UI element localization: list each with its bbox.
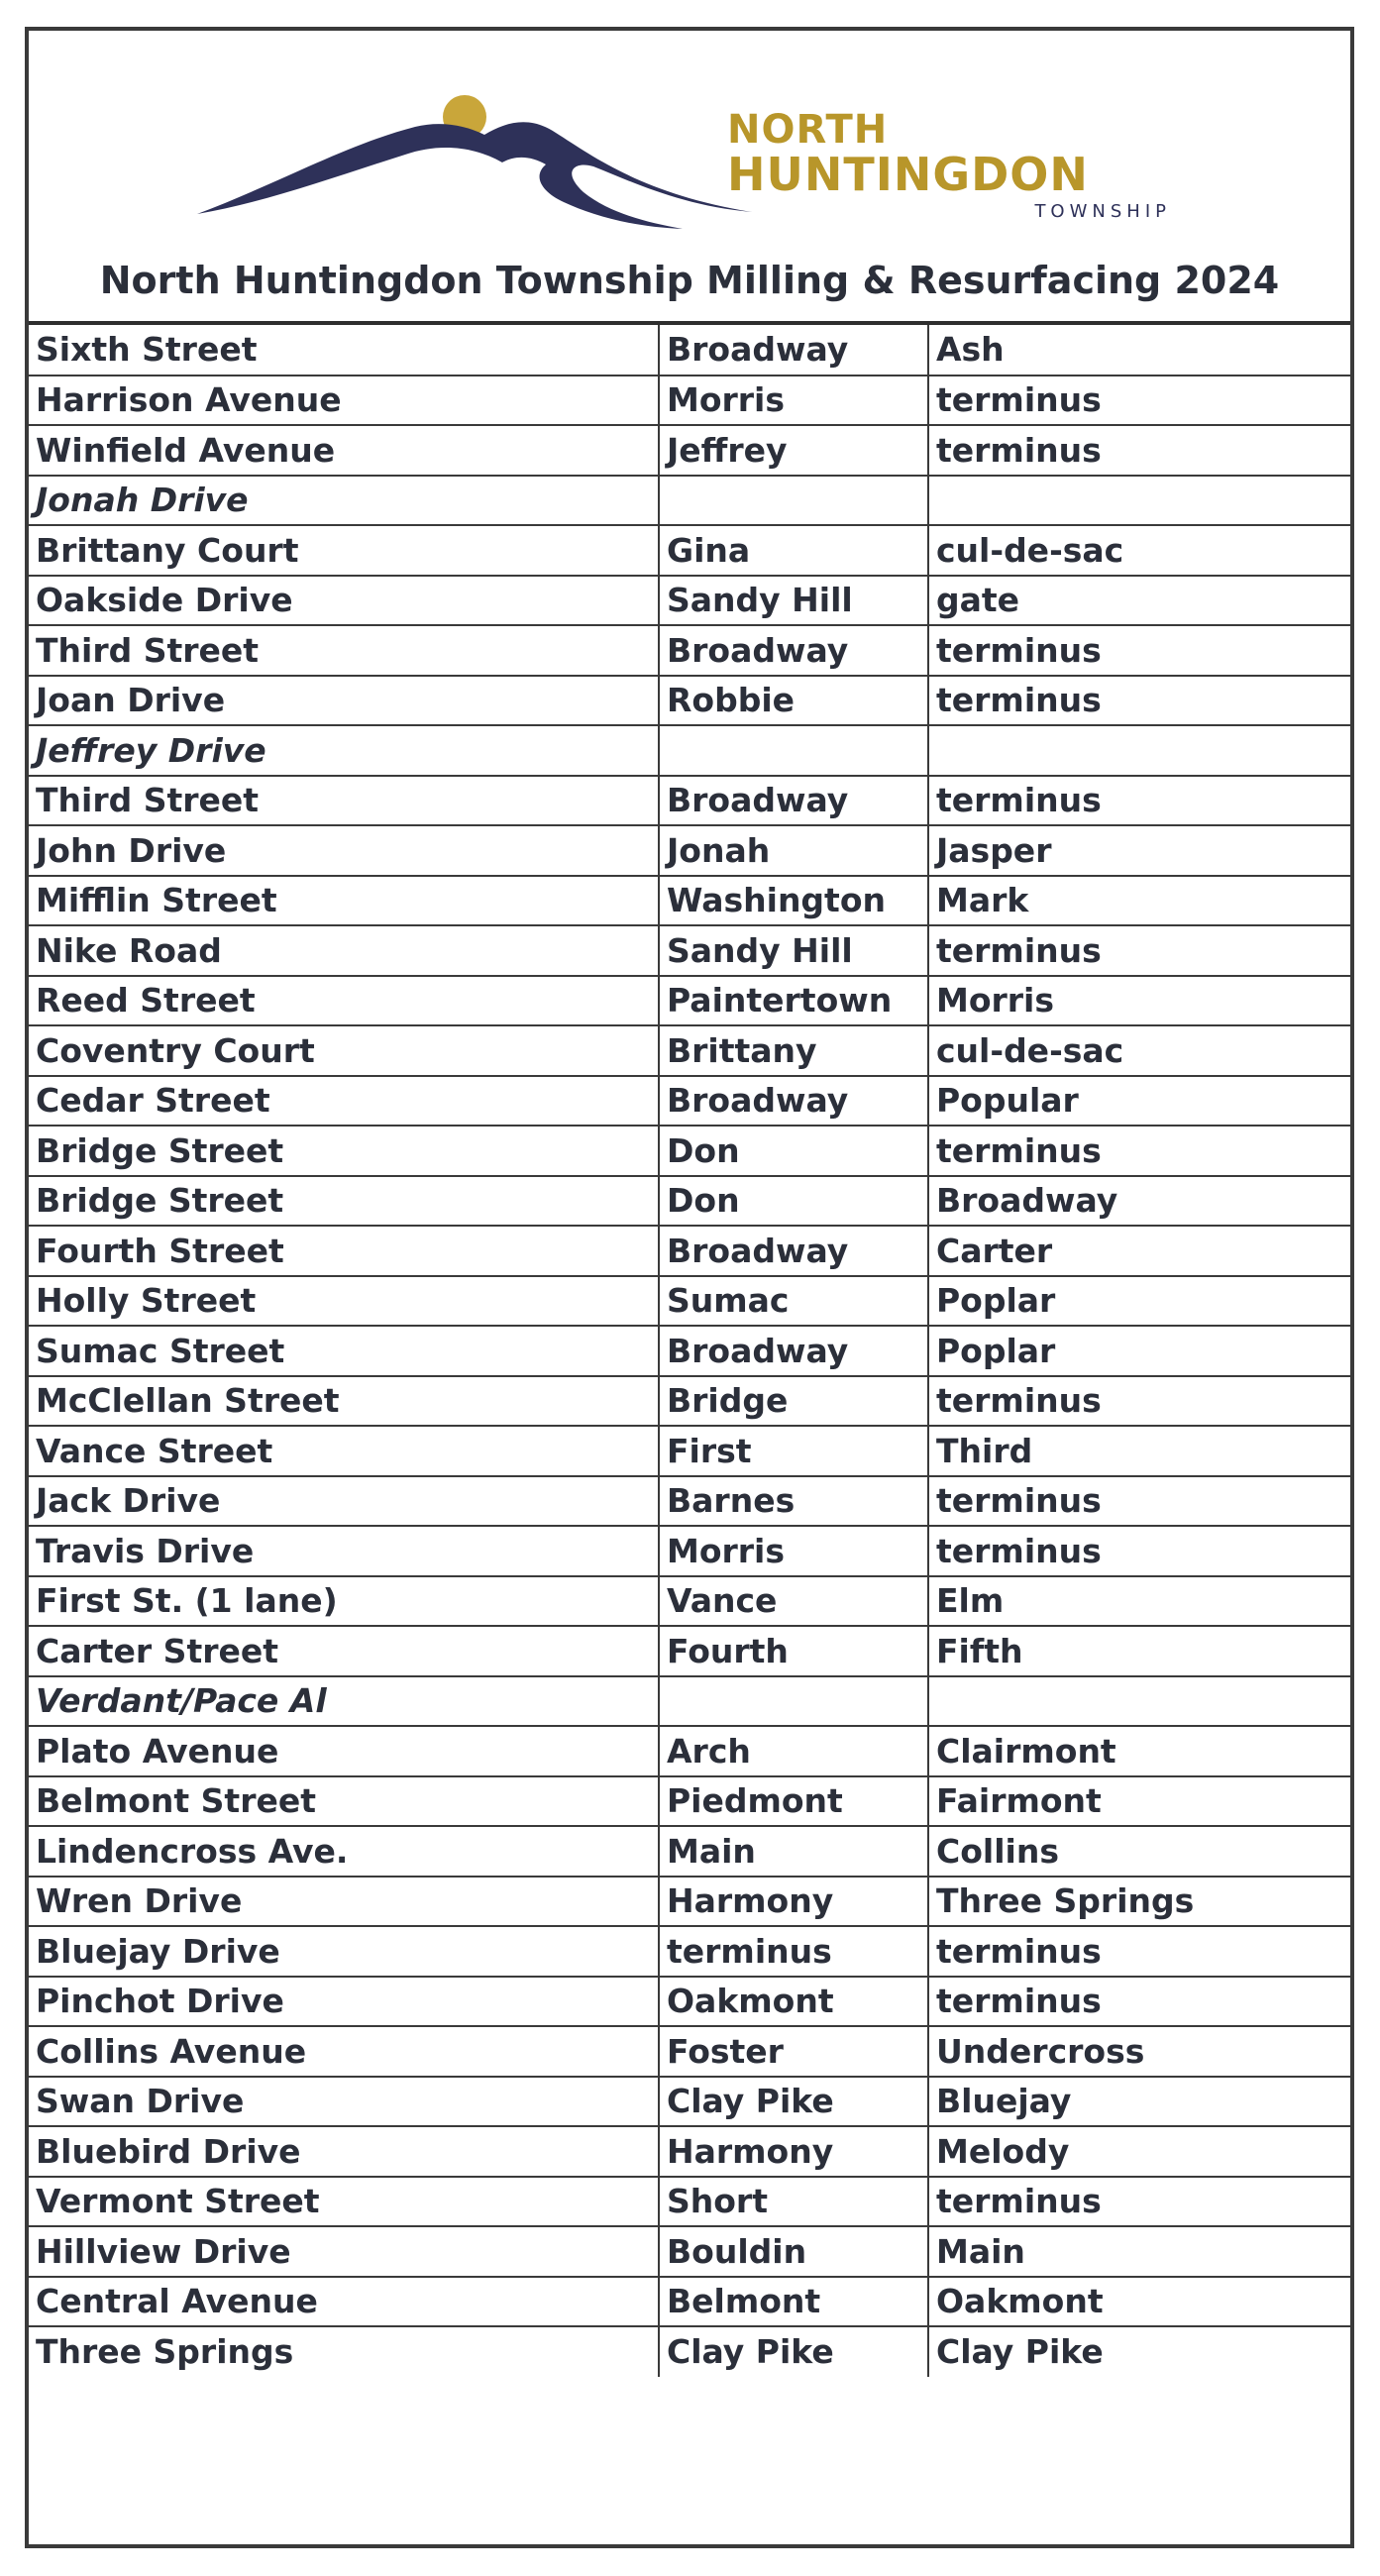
to-street-cell: Collins — [928, 1826, 1350, 1877]
table-row — [29, 1526, 1350, 1576]
from-street-cell: Morris — [659, 376, 928, 426]
street-name-cell: Swan Drive — [29, 2077, 659, 2127]
table-row — [29, 1076, 1350, 1127]
street-name-cell: Sixth Street — [29, 325, 659, 376]
street-name-cell: Jeffrey Drive — [29, 725, 659, 776]
street-name-cell: Nike Road — [29, 925, 659, 976]
from-street-cell: Sandy Hill — [659, 576, 928, 626]
street-name-cell: Winfield Avenue — [29, 425, 659, 476]
to-street-cell: terminus — [928, 925, 1350, 976]
from-street-cell: Sandy Hill — [659, 925, 928, 976]
table-row — [29, 1276, 1350, 1327]
table-row — [29, 1576, 1350, 1627]
from-street-cell: Don — [659, 1176, 928, 1227]
from-street-cell: Foster — [659, 2026, 928, 2077]
logo-word-township: TOWNSHIP — [1034, 201, 1171, 222]
table-row — [29, 1226, 1350, 1276]
table-row — [29, 1126, 1350, 1176]
to-street-cell: Oakmont — [928, 2277, 1350, 2327]
to-street-cell: Fairmont — [928, 1776, 1350, 1827]
from-street-cell: Brittany — [659, 1025, 928, 1076]
table-row — [29, 1926, 1350, 1977]
table-row — [29, 1977, 1350, 2027]
from-street-cell: Gina — [659, 525, 928, 576]
to-street-cell: Melody — [928, 2126, 1350, 2177]
to-street-cell: Ash — [928, 325, 1350, 376]
street-name-cell: Cedar Street — [29, 1076, 659, 1127]
street-name-cell: Travis Drive — [29, 1526, 659, 1576]
table-row — [29, 1626, 1350, 1676]
from-street-cell: Barnes — [659, 1476, 928, 1527]
from-street-cell — [659, 1676, 928, 1727]
to-street-cell — [928, 1676, 1350, 1727]
from-street-cell: Piedmont — [659, 1776, 928, 1827]
from-street-cell: Broadway — [659, 1326, 928, 1376]
township-logo-wordmark — [727, 107, 1183, 222]
to-street-cell: terminus — [928, 1376, 1350, 1427]
from-street-cell: Main — [659, 1826, 928, 1877]
table-row — [29, 2126, 1350, 2177]
street-name-cell: John Drive — [29, 825, 659, 876]
table-row — [29, 1426, 1350, 1476]
table-row — [29, 1476, 1350, 1527]
street-name-cell: Coventry Court — [29, 1025, 659, 1076]
from-street-cell: Harmony — [659, 2126, 928, 2177]
to-street-cell: Main — [928, 2226, 1350, 2277]
to-street-cell: Clay Pike — [936, 2332, 1104, 2372]
to-street-cell: Undercross — [928, 2026, 1350, 2077]
street-name-cell: Collins Avenue — [29, 2026, 659, 2077]
street-name-cell: Joan Drive — [29, 676, 659, 726]
to-street-cell: gate — [928, 576, 1350, 626]
to-street-cell: Carter — [928, 1226, 1350, 1276]
street-name-cell: Lindencross Ave. — [29, 1826, 659, 1877]
table-row — [29, 2077, 1350, 2127]
from-street-cell: Bridge — [659, 1376, 928, 1427]
table-row — [29, 1676, 1350, 1727]
street-name-cell: Pinchot Drive — [29, 1977, 659, 2027]
street-name-cell: Three Springs — [29, 2326, 659, 2377]
table-row — [29, 876, 1350, 926]
from-street-cell: Short — [659, 2177, 928, 2227]
table-row — [29, 376, 1350, 426]
from-street-cell: First — [659, 1426, 928, 1476]
table-row — [29, 2277, 1350, 2327]
table-row — [29, 525, 1350, 576]
logo-word-huntingdon: HUNTINGDON — [727, 148, 1089, 201]
to-street-cell: Fifth — [928, 1626, 1350, 1676]
to-street-cell: terminus — [928, 2177, 1350, 2227]
from-street-cell: Broadway — [659, 1226, 928, 1276]
street-name-cell: First St. (1 lane) — [29, 1576, 659, 1627]
table-row — [29, 625, 1350, 676]
table-row — [29, 676, 1350, 726]
from-street-cell: Belmont — [659, 2277, 928, 2327]
to-street-cell — [928, 725, 1350, 776]
table-row — [29, 1176, 1350, 1227]
street-name-cell: Reed Street — [29, 976, 659, 1026]
logo-mountain-shape — [197, 122, 752, 229]
table-row — [29, 1376, 1350, 1427]
to-street-cell: Bluejay — [928, 2077, 1350, 2127]
street-name-cell: Sumac Street — [29, 1326, 659, 1376]
from-street-cell: Robbie — [659, 676, 928, 726]
logo-word-north: NORTH — [727, 107, 889, 153]
street-name-cell: Vance Street — [29, 1426, 659, 1476]
street-name-cell: Third Street — [29, 776, 659, 826]
to-street-cell: terminus — [928, 376, 1350, 426]
street-name-cell: Holly Street — [29, 1276, 659, 1327]
table-row — [29, 1025, 1350, 1076]
street-name-cell: Wren Drive — [29, 1877, 659, 1927]
street-name-cell: Carter Street — [29, 1626, 659, 1676]
from-street-cell: Washington — [659, 876, 928, 926]
from-street-cell: Vance — [659, 1576, 928, 1627]
from-street-cell: Arch — [659, 1726, 928, 1776]
table-row — [29, 1877, 1350, 1927]
table-row — [29, 925, 1350, 976]
to-street-cell: Mark — [928, 876, 1350, 926]
to-street-cell: Elm — [928, 1576, 1350, 1627]
resurfacing-table — [29, 325, 1350, 2377]
street-name-cell: Brittany Court — [29, 525, 659, 576]
street-name-cell: Central Avenue — [29, 2277, 659, 2327]
from-street-cell — [659, 725, 928, 776]
street-name-cell: Fourth Street — [29, 1226, 659, 1276]
from-street-cell: Don — [659, 1126, 928, 1176]
from-street-cell: Fourth — [659, 1626, 928, 1676]
table-row — [29, 1326, 1350, 1376]
to-street-cell: terminus — [928, 1476, 1350, 1527]
from-street-cell: Jonah — [659, 825, 928, 876]
from-street-cell: Broadway — [659, 776, 928, 826]
street-name-cell: Verdant/Pace Al — [29, 1676, 659, 1727]
resurfacing-table-body — [29, 325, 1350, 2377]
from-street-cell: Sumac — [659, 1276, 928, 1327]
street-name-cell: Bridge Street — [29, 1176, 659, 1227]
street-name-cell: Oakside Drive — [29, 576, 659, 626]
to-street-cell: terminus — [928, 776, 1350, 826]
to-street-cell: Poplar — [928, 1326, 1350, 1376]
street-name-cell: Harrison Avenue — [29, 376, 659, 426]
table-row — [29, 2326, 1350, 2377]
to-street-cell: terminus — [928, 1977, 1350, 2027]
table-row — [29, 1776, 1350, 1827]
street-name-cell: Belmont Street — [29, 1776, 659, 1827]
from-street-cell: Bouldin — [659, 2226, 928, 2277]
to-street-cell — [928, 476, 1350, 526]
table-row — [29, 425, 1350, 476]
to-street-cell: terminus — [928, 1926, 1350, 1977]
street-name-cell: Bridge Street — [29, 1126, 659, 1176]
from-street-cell: Clay Pike — [659, 2326, 928, 2377]
from-street-cell: terminus — [659, 1926, 928, 1977]
table-row — [29, 325, 1350, 376]
to-street-cell: Three Springs — [928, 1877, 1350, 1927]
to-street-cell: cul-de-sac — [928, 1025, 1350, 1076]
table-row — [29, 1726, 1350, 1776]
document-sheet — [25, 27, 1354, 2548]
to-street-cell: Third — [928, 1426, 1350, 1476]
table-row — [29, 825, 1350, 876]
from-street-cell: Harmony — [659, 1877, 928, 1927]
street-name-cell: Bluejay Drive — [29, 1926, 659, 1977]
from-street-cell: Morris — [659, 1526, 928, 1576]
to-street-cell: terminus — [928, 425, 1350, 476]
from-street-cell: Paintertown — [659, 976, 928, 1026]
from-street-cell: Clay Pike — [659, 2077, 928, 2127]
street-name-cell: Hillview Drive — [29, 2226, 659, 2277]
from-street-cell — [659, 476, 928, 526]
to-street-cell: Jasper — [928, 825, 1350, 876]
to-street-cell: terminus — [928, 625, 1350, 676]
from-street-cell: Broadway — [659, 625, 928, 676]
street-name-cell: Mifflin Street — [29, 876, 659, 926]
to-street-cell: Poplar — [928, 1276, 1350, 1327]
to-street-cell: terminus — [928, 1526, 1350, 1576]
from-street-cell: Broadway — [659, 1076, 928, 1127]
street-name-cell: Third Street — [29, 625, 659, 676]
street-name-cell: Jonah Drive — [29, 476, 659, 526]
to-street-cell: Morris — [928, 976, 1350, 1026]
table-row — [29, 725, 1350, 776]
to-street-cell: terminus — [928, 1126, 1350, 1176]
street-name-cell: McClellan Street — [29, 1376, 659, 1427]
street-name-cell: Vermont Street — [29, 2177, 659, 2227]
table-row — [29, 476, 1350, 526]
from-street-cell: Broadway — [659, 325, 928, 376]
document-header — [29, 31, 1350, 325]
from-street-cell: Oakmont — [659, 1977, 928, 2027]
document-title: North Huntingdon Township Milling & Resurfacing 2024 — [99, 259, 1280, 302]
to-street-cell: terminus — [928, 676, 1350, 726]
to-street-cell: Popular — [928, 1076, 1350, 1127]
to-street-cell: Broadway — [928, 1176, 1350, 1227]
from-street-cell: Jeffrey — [659, 425, 928, 476]
table-row — [29, 1826, 1350, 1877]
to-street-cell: Clairmont — [928, 1726, 1350, 1776]
street-name-cell: Plato Avenue — [29, 1726, 659, 1776]
street-name-cell: Jack Drive — [29, 1476, 659, 1527]
township-logo-mountain-icon — [167, 65, 762, 234]
to-street-cell: cul-de-sac — [928, 525, 1350, 576]
table-row — [29, 2226, 1350, 2277]
table-row — [29, 576, 1350, 626]
table-row — [29, 776, 1350, 826]
table-row — [29, 2177, 1350, 2227]
table-row — [29, 2026, 1350, 2077]
street-name-cell: Bluebird Drive — [29, 2126, 659, 2177]
table-row — [29, 976, 1350, 1026]
